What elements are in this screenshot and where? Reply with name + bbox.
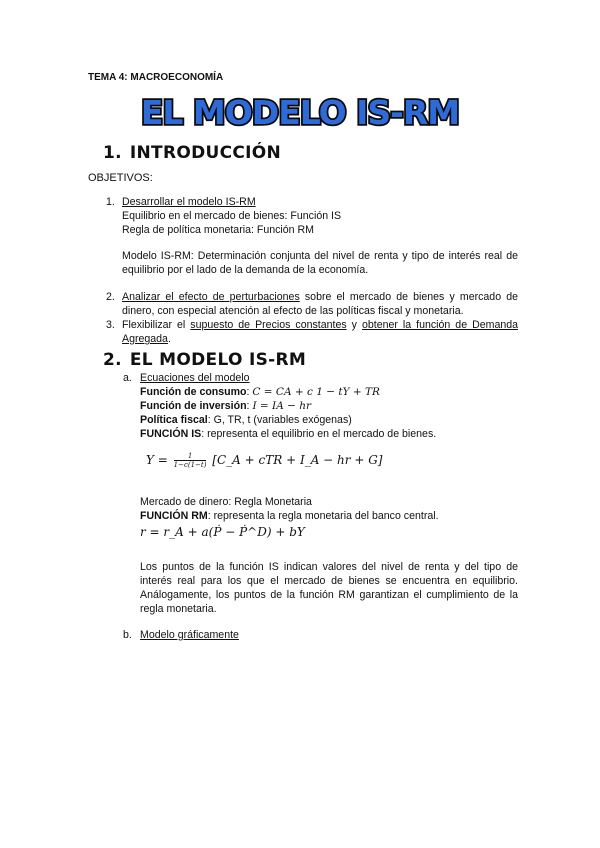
objective-item-2 [106,290,518,318]
subsection-b-label: b. [123,629,132,641]
objective-2-text: sobre el mercado de bienes y mercado de dinero, con especial atención al efecto de las políticas fiscal y monetaria. [122,291,519,317]
section-2-heading [103,350,306,370]
is-rm-paragraph: Los puntos de la función IS indican valores del nivel de renta y del tipo de interés real para los que el mercado de bienes se encuentra en equilibrio. Análogamente, los puntos de la función RM garantizan el cumplimiento de la regla monetaria. [140,561,518,615]
objective-3-underlined-b: obtener la función de Demanda Agregada [122,319,519,345]
is-eq-lhs: Y = [146,453,168,467]
objective-1-paragraph: Modelo IS-RM: Determinación conjunta del nivel de renta y tipo de interés real de equilibrio por el lado de la demanda de la economía. [122,250,518,276]
objective-number: 1. [106,196,115,208]
objective-1-title: Desarrollar el modelo IS-RM [122,196,256,208]
objective-number: 3. [106,319,115,331]
objective-3-mid: y [346,319,362,331]
rm-label: FUNCIÓN RM [140,510,208,522]
objective-item-1 [106,195,518,277]
subsection-b-title: Modelo gráficamente [140,629,239,641]
is-eq-fraction [174,452,207,469]
is-eq-rhs: [C_A + cTR + I_A − hr + G] [212,453,383,467]
is-text: : representa el equilibrio en el mercado de bienes. [201,428,437,440]
main-title-art [140,90,460,134]
objective-3-underlined-a: supuesto de Precios constantes [190,319,347,331]
objective-3-end: . [167,333,171,345]
consumo-equation: C = CA + c 1 − tY + TR [252,386,380,398]
inversion-equation: I = IA − hr [252,400,312,412]
fiscal-label: Política fiscal [140,414,208,426]
inversion-label: Función de inversión [140,400,247,412]
is-equation [146,452,382,469]
main-title [0,90,600,134]
subsection-a-label: a. [123,372,132,384]
is-frac-denominator: 1−c(1−t) [173,461,207,469]
is-frac-numerator: 1 [174,452,207,461]
model-equations: Función de consumo: C = CA + c 1 − tY + TR Función de inversión: I = IA − hr Política fiscal: G, TR, t (variables exógenas) FUNCIÓN IS: representa el equilibrio en el mercado de bienes. [140,386,437,440]
rm-block [140,495,520,539]
objective-1-line-2: Regla de política monetaria: Función RM [122,224,314,236]
objective-1-line-1: Equilibrio en el mercado de bienes: Función IS [122,210,342,222]
consumo-label: Función de consumo [140,386,247,398]
is-label: FUNCIÓN IS [140,428,202,440]
objective-number: 2. [106,291,115,303]
rm-text: : representa la regla monetaria del banco central. [207,510,439,522]
fiscal-text: : G, TR, t (variables exógenas) [207,414,352,426]
objective-2-underlined: Analizar el efecto de perturbaciones [122,291,300,303]
objective-3-pre: Flexibilizar el [122,319,191,331]
dinero-text: Mercado de dinero: Regla Monetaria [140,496,312,508]
section-1-title: INTRODUCCIÓN [129,143,282,163]
section-2-title: EL MODELO IS-RM [129,350,307,370]
section-1-heading [103,143,281,163]
objectives-list [106,195,518,346]
main-title-text: EL MODELO IS-RM [140,93,460,132]
objective-item-3 [106,318,518,346]
section-1-number: 1. [103,143,122,163]
rm-equation: r = r_A + a(Ṗ − Ṗ^D) + bY [140,525,305,539]
topic-label: TEMA 4: MACROECONOMÍA [88,72,224,83]
section-2-number: 2. [103,350,122,370]
objectives-label: OBJETIVOS: [88,172,153,184]
subsection-a-title: Ecuaciones del modelo [140,372,250,384]
